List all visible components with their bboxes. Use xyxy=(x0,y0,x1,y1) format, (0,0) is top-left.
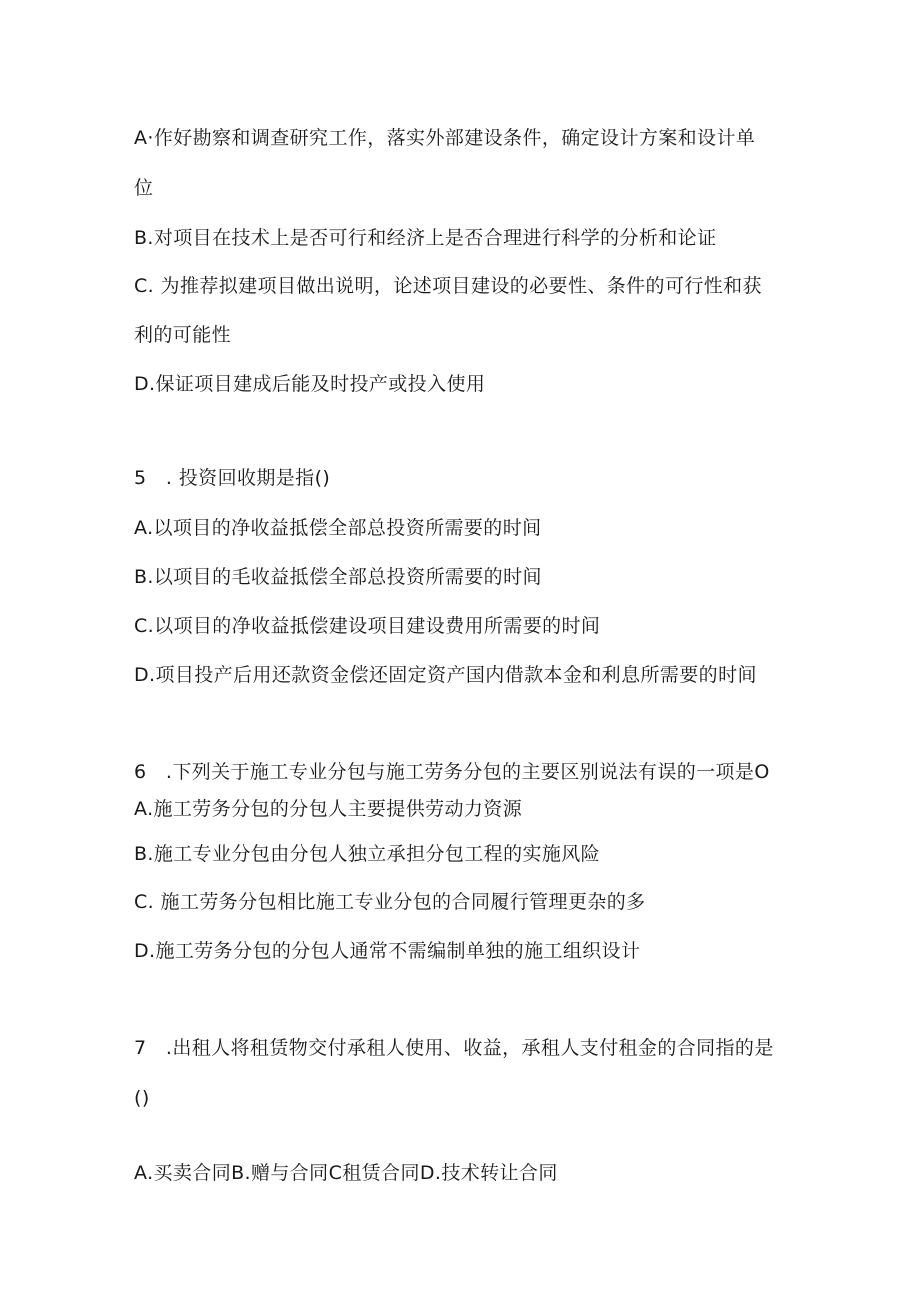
question-6-option-b: B.施工专业分包由分包人独立承担分包工程的实施风险 xyxy=(134,843,601,865)
question-7-stem-line1: 7 .出租人将租赁物交付承租人使用、收益，承租人支付租金的合同指的是 xyxy=(134,1037,774,1059)
question-5-option-c: C.以项目的净收益抵偿建设项目建设费用所需要的时间 xyxy=(134,615,601,637)
question-5-option-b: B.以项目的毛收益抵偿全部总投资所需要的时间 xyxy=(134,566,542,588)
option-a-line1: A·作好勘察和调查研究工作，落实外部建设条件，确定设计方案和设计单 xyxy=(134,127,756,149)
question-7-options: A.买卖合同B.赠与合同C租赁合同D.技术转让合同 xyxy=(134,1162,558,1184)
question-6-option-d: D.施工劳务分包的分包人通常不需编制单独的施工组织设计 xyxy=(134,940,641,962)
option-c-line2: 利的可能性 xyxy=(134,324,232,346)
question-7-stem-line2: () xyxy=(134,1087,150,1109)
question-5-option-d: D.项目投产后用还款资金偿还固定资产国内借款本金和利息所需要的时间 xyxy=(134,664,757,686)
option-b: B.对项目在技术上是否可行和经济上是否合理进行科学的分析和论证 xyxy=(134,227,717,249)
question-5-stem: 5 . 投资回收期是指() xyxy=(134,467,331,489)
option-d: D.保证项目建成后能及时投产或投入使用 xyxy=(134,373,486,395)
question-6-option-c: C. 施工劳务分包相比施工专业分包的合同履行管理更杂的多 xyxy=(134,891,646,913)
question-5-option-a: A.以项目的净收益抵偿全部总投资所需要的时间 xyxy=(134,517,542,539)
question-6-option-a: A.施工劳务分包的分包人主要提供劳动力资源 xyxy=(134,798,523,820)
option-c-line1: C. 为推荐拟建项目做出说明，论述项目建设的必要性、条件的可行性和获 xyxy=(134,275,762,297)
question-6-stem: 6 .下列关于施工专业分包与施工劳务分包的主要区别说法有误的一项是O xyxy=(134,761,770,783)
option-a-line2: 位 xyxy=(134,177,154,199)
